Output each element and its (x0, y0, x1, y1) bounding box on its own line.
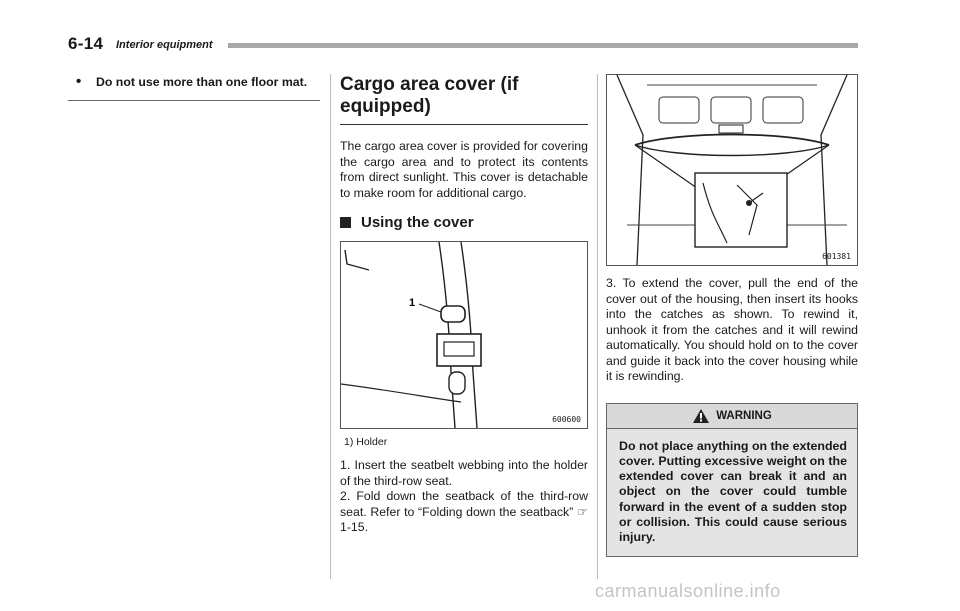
bullet-dot-icon: • (76, 73, 82, 90)
step-2: 2. Fold down the seatback of the third-row seat. Refer to “Folding down the seatback” ☞1-15. (340, 489, 588, 534)
figure-code: 601381 (822, 252, 851, 261)
column-divider (597, 74, 598, 579)
warning-header (606, 403, 858, 429)
square-bullet-icon (340, 217, 351, 228)
intro-paragraph: The cargo area cover is provided for covering the cargo area and to protect its contents from direct sunlight. This cover is detachable to make room for additional cargo. (340, 139, 588, 200)
section-heading: Cargo area cover (if equipped) (340, 74, 588, 125)
section-title: Interior equipment (116, 39, 213, 51)
step-1: 1. Insert the seatbelt webbing into the holder of the third-row seat. (340, 458, 588, 488)
seatbelt-holder-illustration (341, 242, 587, 428)
figure-caption: 1) Holder (344, 436, 388, 448)
warning-box (606, 429, 858, 557)
right-column (606, 74, 858, 557)
cargo-area-illustration (607, 75, 857, 265)
cargo-cover-figure (606, 74, 858, 266)
warning-triangle-icon (692, 408, 710, 424)
warning-text: Do not place anything on the extended cover. Putting excessive weight on the extended cover can break it and an object on the cover could tumble forward in the event of a sudden stop or collision. This could cause serious injury. (619, 438, 847, 545)
column-rule (68, 100, 320, 101)
bullet-text: Do not use more than one floor mat. (96, 75, 308, 89)
subheading-text: Using the cover (361, 214, 474, 231)
left-column (68, 74, 320, 101)
step-3: 3. To extend the cover, pull the end of the cover out of the housing, then insert its hooks into the catches as shown. To rewind it, unhook it from the catches and it will rewind automatically. You should hold on to the cover and guide it back into the cover housing while it is rewinding. (606, 276, 858, 383)
column-divider (330, 74, 331, 579)
subheading (340, 214, 588, 231)
figure-callout-1: 1 (409, 297, 416, 309)
seatbelt-holder-figure (340, 241, 588, 429)
warning-label: WARNING (716, 409, 772, 422)
watermark: carmanualsonline.info (595, 581, 781, 601)
middle-column (340, 74, 588, 536)
figure-code: 600600 (552, 415, 581, 424)
bullet-item (68, 74, 320, 90)
header-rule (228, 43, 858, 48)
page-number: 6-14 (68, 34, 104, 53)
page-header (68, 34, 858, 54)
